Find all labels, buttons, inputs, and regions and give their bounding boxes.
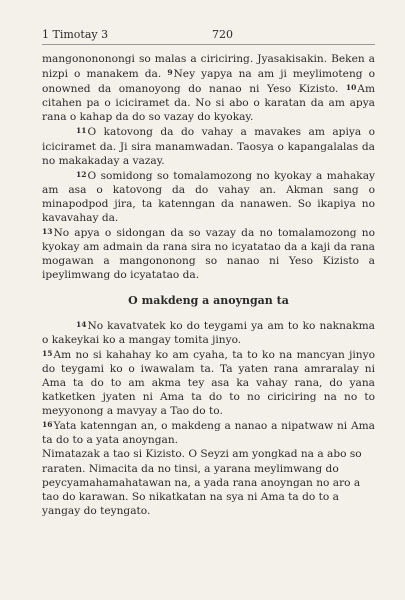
paragraph-v11: [42, 124, 375, 167]
verse-16-text: Yata katenngan an, o makdeng a nanao a nipatwaw ni Ama ta do to a yata anoyngan.: [42, 420, 375, 447]
paragraph-v14: [42, 318, 375, 347]
verse-number-14: 14: [76, 319, 87, 329]
paragraph-v16: [42, 418, 375, 447]
page-header: [42, 28, 375, 45]
poetry-block: Nimatazak a tao si Kizisto. O Seyzi am yongkad na a abo so raraten. Nimacita da no tinsi, a yarana meylimwang do peycyamahamahatawan na, a yada rana anoyngan no aro a tao do karawan. So nikatkatan na sya ni Ama ta do to a yangay do teyngato.: [42, 448, 362, 517]
paragraph-v13: [42, 225, 375, 282]
verse-13-text: No apya o sidongan da so vazay da no tomalamozong no kyokay am admain da rana sira no icyatatao da a kaji da rana mogawan a mangononong so nanao ni Yeso Kizisto a ipeylimwang do icyatatao da.: [42, 227, 375, 282]
paragraph-v15: [42, 347, 375, 418]
paragraph-top: [42, 52, 375, 124]
verse-number-16: 16: [42, 420, 53, 430]
scripture-text: [42, 52, 375, 518]
continuation-text: mangonononongi so malas a ciriciring. Jyasakisakin. Beken a nizpi o manakem da.: [42, 53, 375, 81]
verse-number-15: 15: [42, 348, 53, 358]
page-number: 720: [212, 28, 233, 41]
paragraph-v12: [42, 168, 375, 225]
verse-10-text: Am citahen pa o iciciramet da. No si abo o karatan da am apya rana o kahap da do so vazay do kyokay.: [42, 83, 375, 124]
verse-number-11: 11: [76, 126, 87, 136]
verse-number-10: 10: [345, 83, 357, 93]
book-reference: 1 Timotay 3: [42, 28, 109, 41]
verse-11-text: O katovong da do vahay a mavakes am apiya o iciciramet da. Ji sira manamwadan. Taosya o kapangalalas da no makakaday a vazay.: [42, 126, 375, 167]
section-heading: O makdeng a anoyngan ta: [128, 293, 289, 307]
verse-14-text: No kavatvatek ko do teygami ya am to ko naknakma o kakeykai ko a mangay tomita jinyo.: [42, 319, 375, 346]
verse-15-text: Am no si kahahay ko am cyaha, ta to ko na mancyan jinyo do teygami ko o iwawalam ta. Ta yaten rana amraralay ni Ama ta do to am akma tey asa ka vahay rana, do yana katketken jyaten ni Ama ta do to no ciriciring na no to meyyonong a mavyay a Tao do to.: [42, 348, 375, 418]
verse-number-13: 13: [42, 227, 53, 237]
verse-number-12: 12: [76, 169, 87, 179]
verse-number-9: 9: [167, 68, 173, 78]
verse-9-text: Ney yapya na am ji meylimoteng o onowned da omanoyong do nanao ni Yeso Kizisto.: [42, 68, 375, 96]
verse-12-text: O somidong so tomalamozong no kyokay a mahakay am asa o katovong da do vahay an. Akman sang o minapodpod jira, ta katenngan da nanawen. So ikapiya no kavavahay da.: [42, 169, 375, 225]
